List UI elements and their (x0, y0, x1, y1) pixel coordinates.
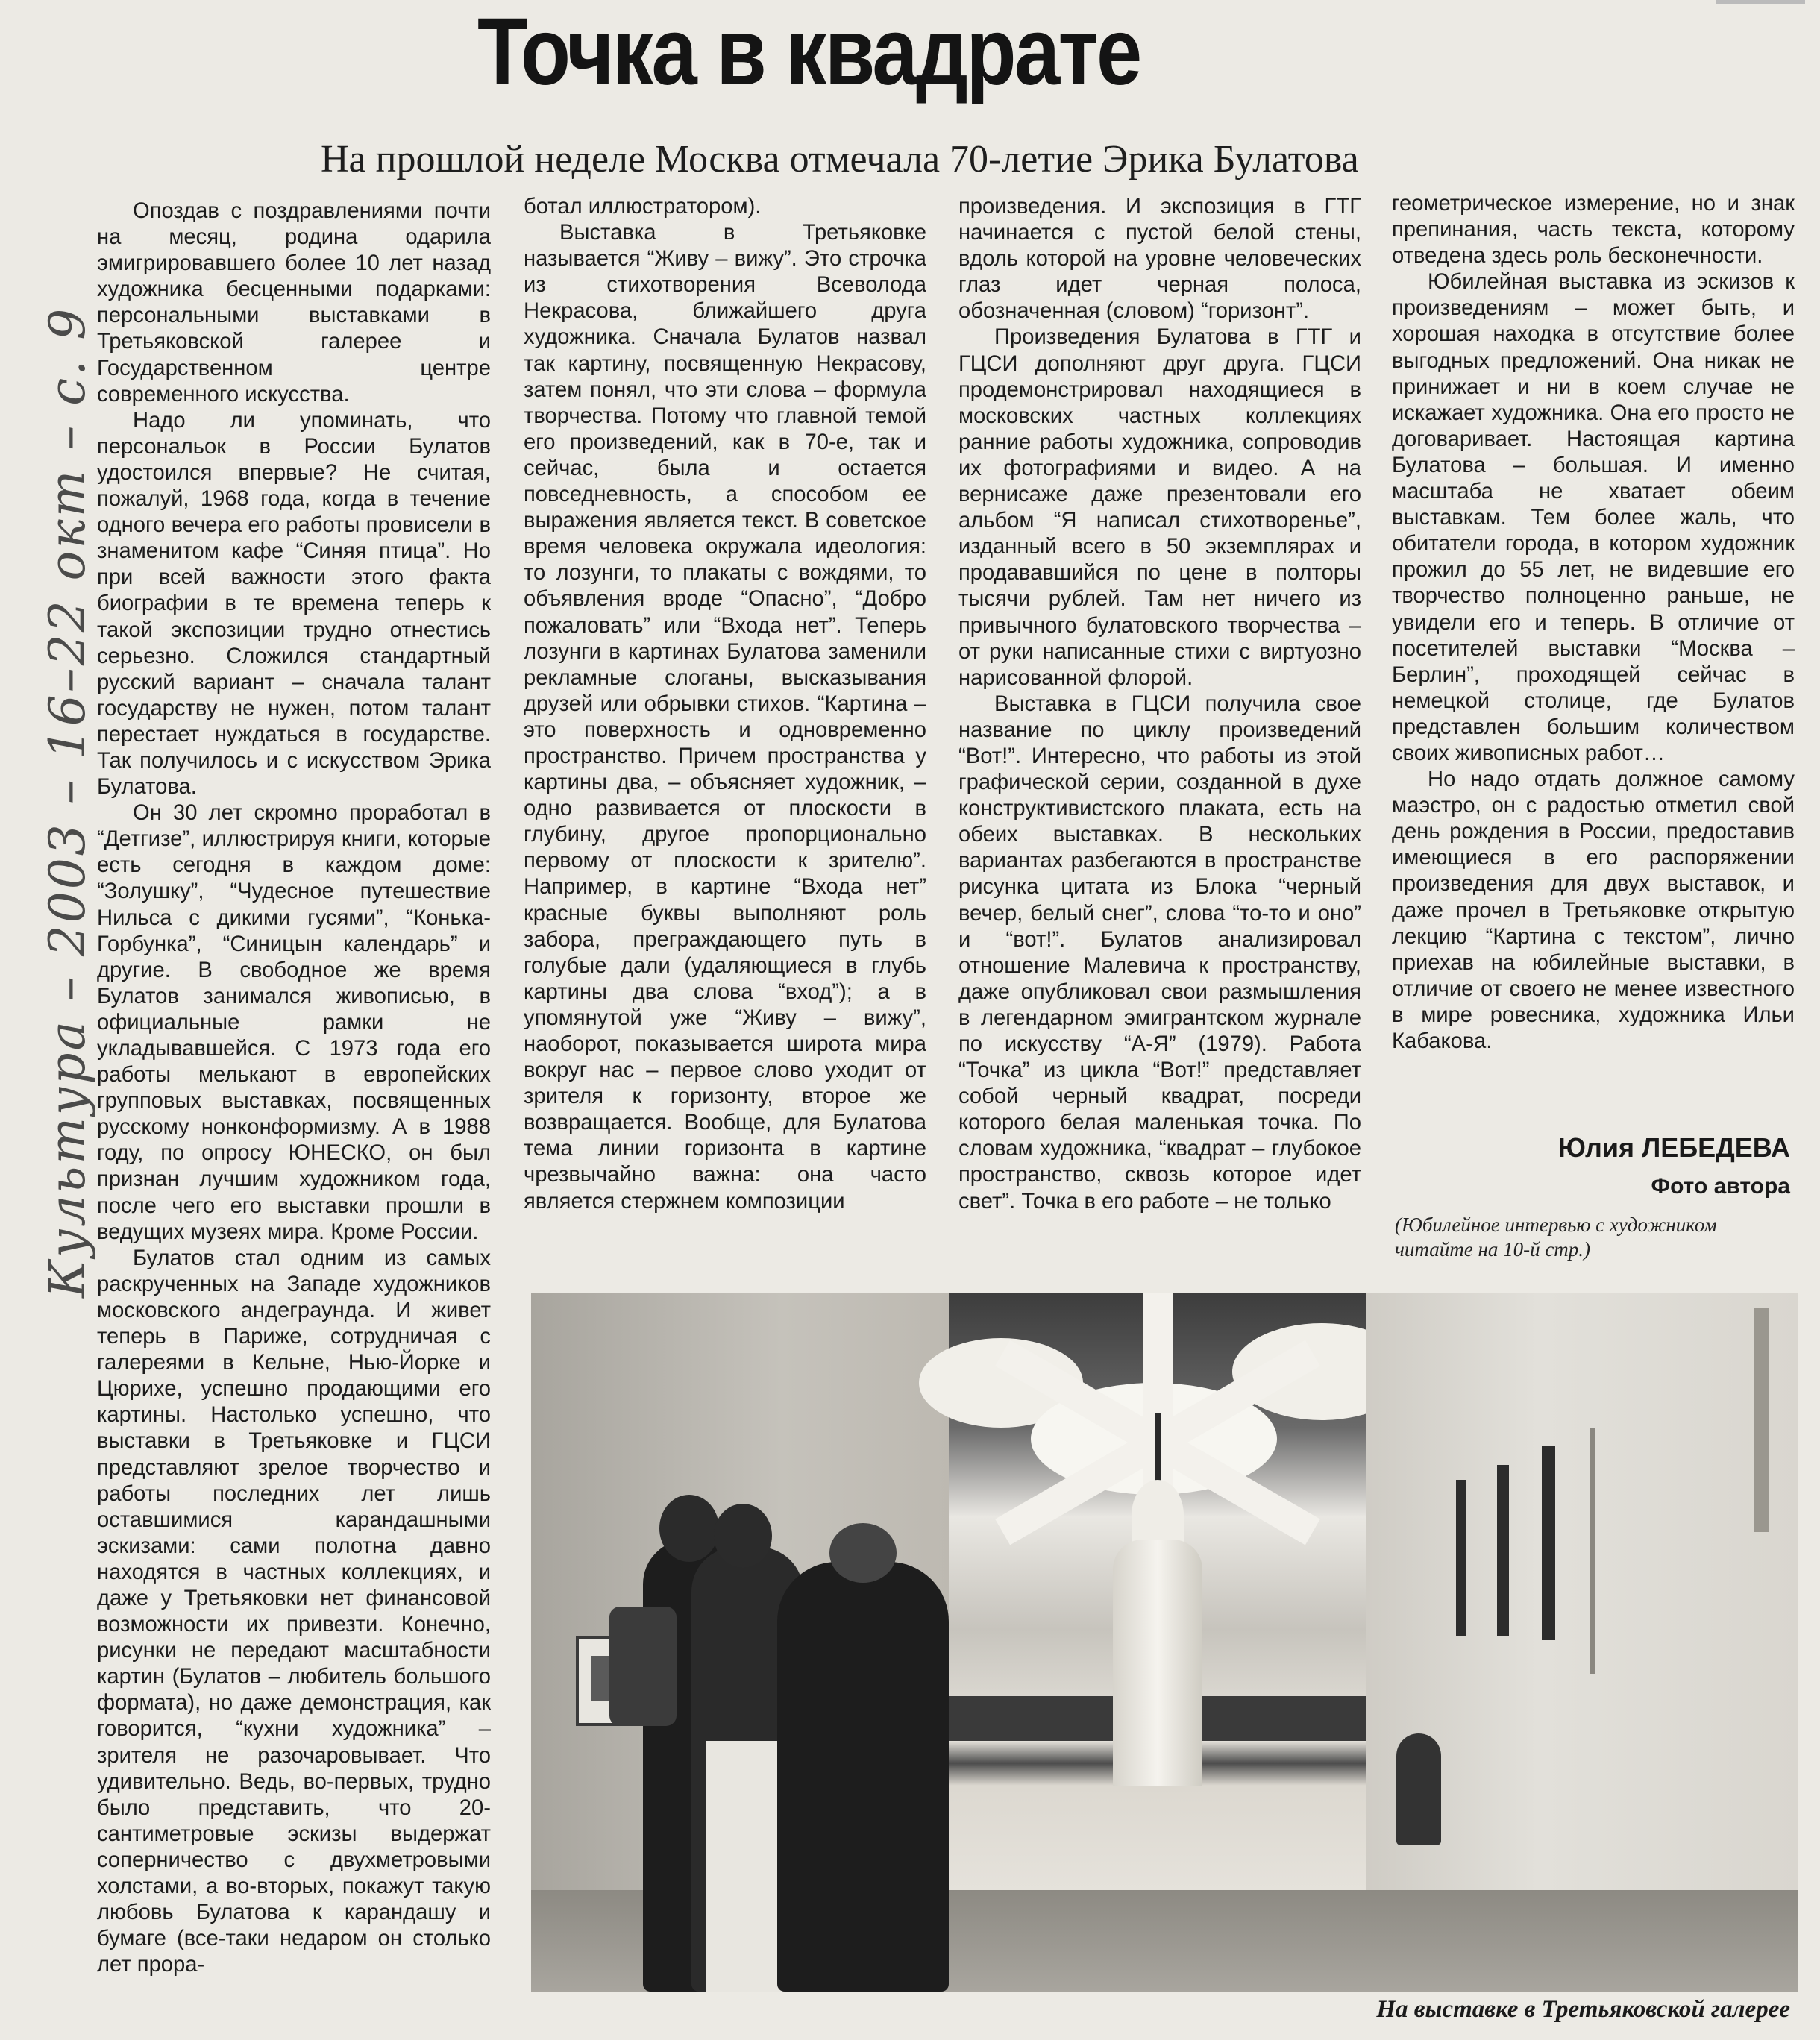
interview-note: (Юбилейное интервью с художником читайте на 10-й стр.) (1395, 1214, 1717, 1261)
paragraph: Но надо отдать должное самому маэстро, он с радостью отметил свой день рождения в России, предоставив имеющиеся в его распоряжении произведения для двух выставок, и даже прочел в Третьяковке открытую лекцию “Картина с текстом”, лично приехав на юбилейные выставки, в отличие от своего не менее известного в мире ровесника, художника Ильи Кабакова. (1392, 768, 1795, 1053)
paragraph: произведения. И экспозиция в ГТГ начинается с пустой белой стены, вдоль которой на уровне человеческих глаз идет черная полоса, обозначенная (словом) “горизонт”. (958, 195, 1361, 324)
edge-mark (1716, 0, 1805, 4)
backpack (609, 1607, 677, 1726)
article-column-1 (97, 198, 491, 1978)
article-column-3 (958, 194, 1361, 1215)
seated-visitor (1396, 1733, 1441, 1845)
church-tower (1113, 1540, 1202, 1786)
photo-caption: На выставке в Третьяковской галерее (1376, 1996, 1790, 2023)
paragraph: Произведения Булатова в ГТГ и ГЦСИ дополняют друг друга. ГЦСИ продемонстрировал находящиеся в московских частных коллекциях ранние работы художника, сопроводив их фотографиями и видео. А на вернисаже даже презентовали его альбом “Я написал стихотворенье”, изданный всего в 50 экземплярах и продававшийся по цене в полторы тысячи рублей. Там нет ничего из привычного булатовского творчества – от руки написанные стихи с виртуозно нарисованной флорой. (958, 325, 1361, 690)
paragraph: Выставка в Третьяковке называется “Живу – вижу”. Это строчка из стихотворения Всеволода Некрасова, ближайшего друга художника. Сначала Булатов назвал так картину, посвященную Некрасову, затем понял, что эти слова – формула творчества. Потому что главной темой его произведений, как в 70-е, так и сейчас, была и остается повседневность, а способом ее выражения является текст. В советское время человека окружала идеология: то лозунги, то плакаты с вождями, то объявления вроде “Опасно”, “Добро пожаловать” или “Входа нет”. Теперь лозунги в картинах Булатова заменили рекламные слоганы, высказывания друзей или обрывки стихов. “Картина – это поверхность и одновременно пространство. Причем пространства у картины два, – объясняет художник, – одно развивается от плоскости в глубину, другое пропорционально первому от плоскости к зрителю”. Например, в картине “Входа нет” красные буквы выполняют роль забора, преграждающего путь в голубые дали (удаляющиеся в глубь картины два слова “вход”); а в упомянутой уже “Живу – вижу”, наоборот, показывается широта мира вокруг нас – первое слово уходит от зрителя к горизонту, второе же возвращается. Вообще, для Булатова тема линии горизонта в картине чрезвычайно важна: она часто является стержнем композиции (524, 221, 926, 1214)
paragraph: Опоздав с поздравлениями почти на месяц, родина одарила эмигрировавшего более 10 лет назад художника бесценными подарками: персональными выставками в Третьяковской галерее и Государственном центре современного искусства. (97, 199, 491, 407)
paragraph: геометрическое измерение, но и знак препинания, часть текста, которому отведена здесь роль бесконечности. (1392, 192, 1795, 269)
author-byline: Юлия ЛЕБЕДЕВА (1557, 1132, 1790, 1163)
church-spire (1155, 1413, 1161, 1484)
paragraph: Выставка в ГЦСИ получила свое название по циклу произведений “Вот!”. Интересно, что работы из этой графической серии, созданной в духе конструктивистского плаката, есть на обеих выставках. В нескольких вариантах разбегаются в пространстве рисунка цитата из Блока “черный вечер, белый снег”, слова “то-то и оно” и “вот!”. Булатов анализировал отношение Малевича к пространству, даже опубликовал свои размышления в легендарном эмигрантском журнале по искусству “А-Я” (1979). Работа “Точка” из цикла “Вот!” представляет собой черный квадрат, посреди которого белая маленькая точка. По словам художника, “квадрат – глубокое пространство, сквозь которое идет свет”. Точка в его работе – не только (958, 691, 1361, 1214)
subtitle: На прошлой неделе Москва отмечала 70-летие Эрика Булатова (321, 138, 1359, 181)
article-column-4 (1392, 191, 1795, 1055)
visitor (777, 1562, 949, 1992)
large-painting (949, 1293, 1366, 1992)
paragraph: Надо ли упоминать, что персональок в России Булатов удостоился впервые? Не считая, пожалуй, 1968 года, когда в течение одного вечера его работы провисели в знаменитом кафе “Синяя птица”. Но при всей важности этого факта биографии в те времена теперь к такой экспозиции трудно отнестись серьезно. Сложился стандартный русский вариант – сначала талант государству не нужен, потом талант перестает нуждаться в государстве. Так получилось и с искусством Эрика Булатова. (97, 408, 491, 800)
exhibition-photo (531, 1293, 1798, 1992)
article-column-2 (524, 194, 926, 1215)
paragraph: Он 30 лет скромно проработал в “Детгизе”, иллюстрируя книги, которые есть сегодня в каждом доме: “Золушку”, “Чудесное путешествие Нильса с дикими гусями”, “Конька-Горбунка”, “Синицын календарь” и другие. В свободное же время Булатов занимался живописью, в официальные рамки не укладывавшейся. С 1973 года его работы мелькают в европейских групповых выставках, посвященных русскому нонконформизму. А в 1988 году, по опросу ЮНЕСКО, он был признан лучшим художником года, после чего его выставки прошли в ведущих музеях мира. Кроме России. (97, 801, 491, 1244)
paragraph: Юбилейная выставка из эскизов к произведениям – может быть, и хорошая находка в отсутствие более выгодных предложений. Она никак не принижает и ни в коем случае не искажает художника. Она его просто не договаривает. Настоящая картина Булатова – большая. И именно масштаба не хватает обеим выставкам. Тем более жаль, что обитатели города, в котором художник прожил до 55 лет, не видевшие его творчество полноценно раньше, не увидели его и теперь. В отличие от посетителей выставки “Москва – Берлин”, проходящей сейчас в немецкой столице, где Булатов представлен большим количеством своих живописных работ… (1392, 270, 1795, 765)
paragraph: Булатов стал одним из самых раскрученных на Западе художников московского андеграунда. И живет теперь в Париже, сотрудничая с галереями в Кельне, Нью-Йорке и Цюрихе, успешно продающими его картины. Настолько успешно, что выставки в Третьяковке и ГЦСИ представляют зрелое творчество и работы последних лет лишь оставшимися карандашными эскизами: сами полотна давно находятся в частных коллекциях, и даже у Третьяковки нет финансовой возможности их привезти. Конечно, рисунки не передают масштабности картин (Булатов – любитель большого формата), но даже демонстрация, как говорится, “кухни художника” – зрителя не разочаровывает. Что удивительно. Ведь, во-первых, трудно было представить, что 20-сантиметровые эскизы выдержат соперничество с двухметровыми холстами, а во-вторых, покажут такую любовь Булатова к карандашу и бумаге (все-таки недаром он столько лет прора- (97, 1246, 491, 1977)
gallery-wall-right (1366, 1293, 1798, 1992)
photo-credit: Фото автора (1651, 1174, 1790, 1199)
paragraph: ботал иллюстратором). (524, 195, 762, 219)
headline: Точка в квадрате (477, 0, 1140, 105)
handwritten-source-note: Культура – 2003 – 16–22 окт – с. 9 (39, 306, 96, 1298)
